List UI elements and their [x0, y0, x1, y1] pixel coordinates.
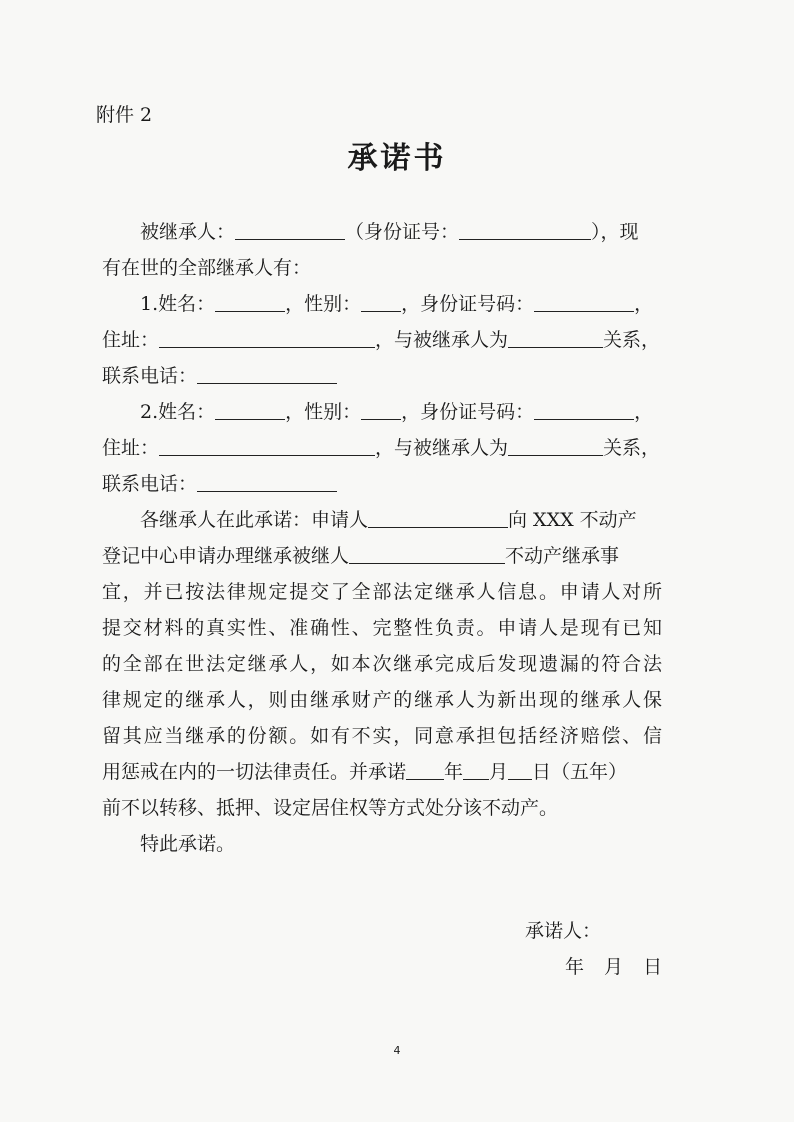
page-title: 承诺书 [347, 141, 447, 176]
heirs-intro: 有在世的全部继承人有： [102, 257, 312, 279]
applicant-blank [368, 508, 508, 528]
decedent-name-blank [235, 220, 345, 240]
heir2-address-blank [159, 436, 375, 456]
signer-label: 承诺人： [525, 920, 602, 942]
attachment-label: 附件 2 [96, 104, 153, 126]
signature-date: 年 月 日 [565, 956, 663, 978]
heir1-phone-blank [197, 364, 337, 384]
commitment-line-4: 提交材料的真实性、准确性、完整性负责。申请人是现有已知 [102, 617, 662, 639]
day-blank [508, 760, 532, 780]
heir2-name-blank [215, 400, 285, 420]
heir1-phone-line: 联系电话： [102, 361, 662, 391]
heir1-address-blank [159, 328, 375, 348]
heir2-address-line: 住址： ，与被继承人为 关系， [102, 437, 661, 459]
commitment-line-7: 留其应当继承的份额。如有不实，同意承担包括经济赔偿、信 [102, 725, 662, 747]
heir2-relation-blank [508, 436, 603, 456]
decedent-line: 被继承人： （身份证号： ），现 [140, 221, 639, 243]
year-blank [406, 760, 444, 780]
heir1-gender-blank [361, 292, 401, 312]
month-blank [463, 760, 489, 780]
heir2-phone-line: 联系电话： [102, 469, 662, 499]
decedent-id-blank [459, 220, 591, 240]
heir1-name-line: 1.姓名： ，性别： ，身份证号码： ， [140, 293, 654, 315]
page-number: 4 [393, 1044, 401, 1057]
heir1-id-blank [534, 292, 634, 312]
commitment-line-2: 登记中心申请办理继承被继人 不动产继承事 [102, 545, 620, 567]
commitment-line-3: 宜，并已按法律规定提交了全部法定继承人信息。申请人对所 [102, 581, 662, 603]
closing-text: 特此承诺。 [140, 833, 236, 855]
heir2-id-blank [534, 400, 634, 420]
decedent-blank [349, 544, 505, 564]
commitment-line-6: 律规定的继承人，则由继承财产的继承人为新出现的继承人保 [102, 689, 662, 711]
heir2-gender-blank [361, 400, 401, 420]
heir1-name-blank [215, 292, 285, 312]
heir1-relation-blank [508, 328, 603, 348]
heir2-name-line: 2.姓名： ，性别： ，身份证号码： ， [140, 401, 654, 423]
heir2-phone-blank [197, 472, 337, 492]
heir1-address-line: 住址： ，与被继承人为 关系， [102, 329, 661, 351]
commitment-line-8: 用惩戒在内的一切法律责任。并承诺 年 月 日（五年） [102, 761, 628, 783]
commitment-line-9: 前不以转移、抵押、设定居住权等方式处分该不动产。 [102, 797, 559, 819]
commitment-line-5: 的全部在世法定继承人，如本次继承完成后发现遗漏的符合法 [102, 653, 662, 675]
commitment-line-1: 各继承人在此承诺：申请人 向 XXX 不动产 [140, 509, 637, 531]
